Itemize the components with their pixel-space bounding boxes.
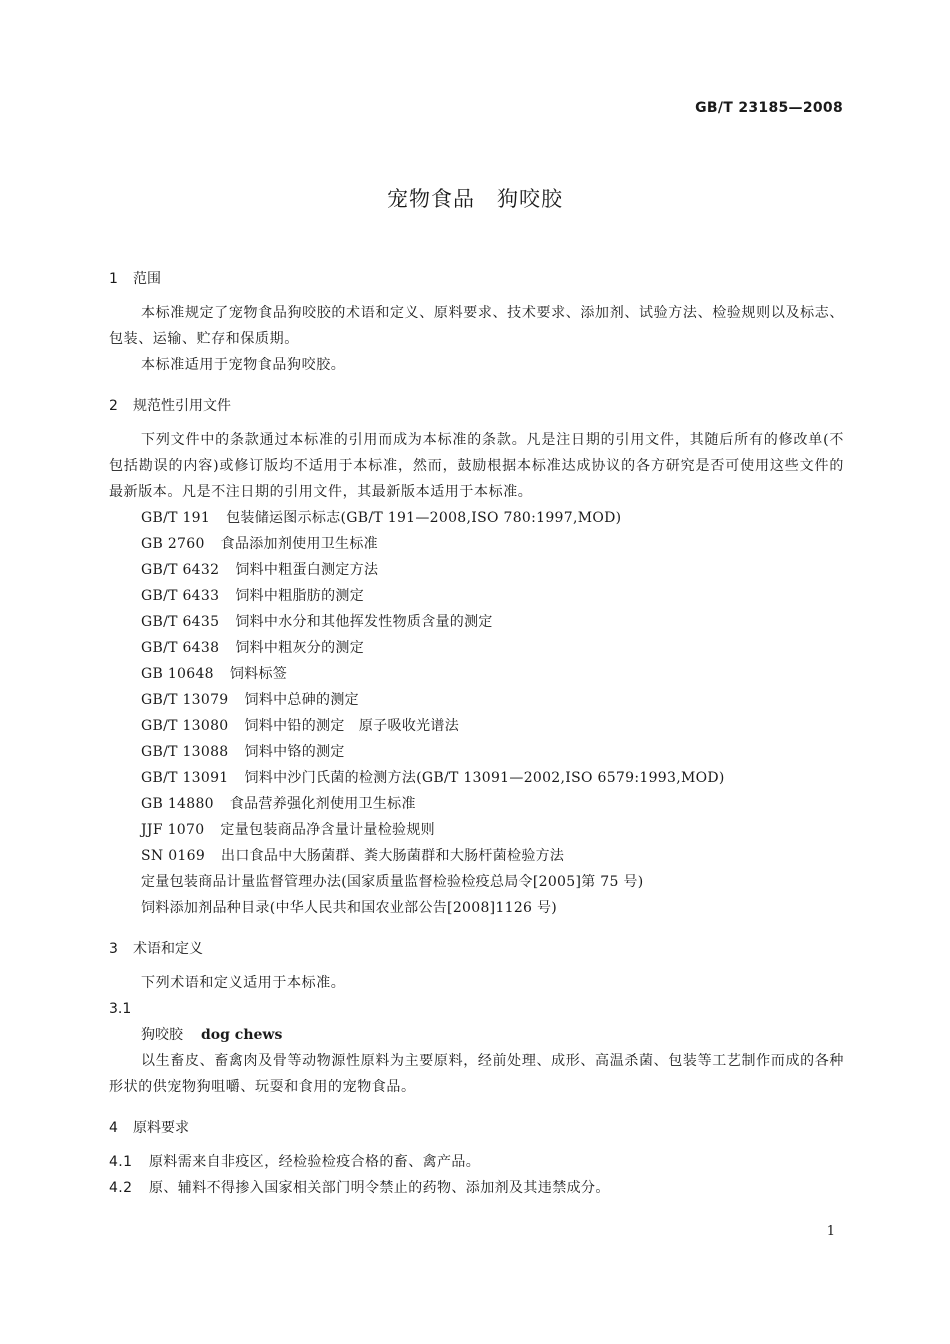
- reference-item: [109, 635, 844, 661]
- reference-title: 食品添加剂使用卫生标准: [220, 536, 378, 552]
- document-body: [109, 266, 844, 1201]
- reference-code: GB/T 6435: [141, 614, 220, 630]
- section-3-heading: [109, 936, 844, 962]
- reference-title: 饲料中粗脂肪的测定: [235, 588, 365, 604]
- section-title: 术语和定义: [133, 941, 203, 957]
- term-definition: 以生畜皮、畜禽肉及骨等动物源性原料为主要原料，经前处理、成形、高温杀菌、包装等工艺制作而成的各种形状的供宠物狗咀嚼、玩耍和食用的宠物食品。: [109, 1053, 844, 1095]
- reference-title: 饲料中沙门氏菌的检测方法(GB/T 13091—2002,ISO 6579:1993,MOD): [244, 770, 725, 786]
- section-number: 3: [109, 941, 118, 957]
- reference-title: 包装储运图示标志(GB/T 191—2008,ISO 780:1997,MOD): [226, 510, 622, 526]
- reference-item: [109, 583, 844, 609]
- section-number: 2: [109, 398, 118, 414]
- reference-code: SN 0169: [141, 848, 206, 864]
- reference-code: GB/T 6438: [141, 640, 220, 656]
- scope-paragraph-2: 本标准适用于宠物食品狗咬胶。: [141, 357, 346, 373]
- reference-item: [109, 739, 844, 765]
- reference-item: 定量包装商品计量监督管理办法(国家质量监督检验检疫总局令[2005]第 75 号): [141, 874, 644, 890]
- reference-item: [109, 843, 844, 869]
- reference-title: 饲料中粗蛋白测定方法: [235, 562, 379, 578]
- reference-item: [109, 817, 844, 843]
- scope-paragraph-1: 本标准规定了宠物食品狗咬胶的术语和定义、原料要求、技术要求、添加剂、试验方法、检验规则以及标志、包装、运输、贮存和保质期。: [109, 305, 844, 347]
- reference-title: 饲料标签: [229, 666, 288, 682]
- reference-title: 饲料中粗灰分的测定: [235, 640, 365, 656]
- section-title: 规范性引用文件: [133, 398, 231, 414]
- term-number: 3.1: [109, 1001, 132, 1017]
- reference-code: GB 2760: [141, 536, 205, 552]
- reference-code: GB/T 13091: [141, 770, 229, 786]
- section-number: 4: [109, 1120, 118, 1136]
- references-intro: 下列文件中的条款通过本标准的引用而成为本标准的条款。凡是注日期的引用文件，其随后所有的修改单(不包括勘误的内容)或修订版均不适用于本标准，然而，鼓励根据本标准达成协议的各方研究是否可使用这些文件的最新版本。凡是不注日期的引用文件，其最新版本适用于本标准。: [109, 432, 844, 500]
- reference-item: [109, 791, 844, 817]
- reference-code: GB/T 13088: [141, 744, 229, 760]
- reference-code: GB/T 13079: [141, 692, 229, 708]
- page-number: 1: [826, 1224, 835, 1239]
- reference-code: GB/T 13080: [141, 718, 229, 734]
- section-4-heading: [109, 1115, 844, 1141]
- reference-item: [109, 713, 844, 739]
- clause-text: 原料需来自非疫区，经检验检疫合格的畜、禽产品。: [149, 1154, 481, 1170]
- term-entry: [109, 1022, 844, 1048]
- reference-item: 饲料添加剂品种目录(中华人民共和国农业部公告[2008]1126 号): [141, 900, 558, 916]
- reference-item: [109, 505, 844, 531]
- clause-number: 4.1: [109, 1154, 133, 1170]
- clause-item: [109, 1149, 844, 1175]
- clause-item: [109, 1175, 844, 1201]
- reference-item: [109, 661, 844, 687]
- reference-title: 定量包装商品净含量计量检验规则: [220, 822, 435, 838]
- reference-title: 出口食品中大肠菌群、粪大肠菌群和大肠杆菌检验方法: [221, 848, 565, 864]
- section-2-heading: [109, 393, 844, 419]
- section-1-heading: [109, 266, 844, 292]
- reference-title: 饲料中铬的测定: [244, 744, 345, 760]
- reference-item: [109, 531, 844, 557]
- clause-text: 原、辅料不得掺入国家相关部门明令禁止的药物、添加剂及其违禁成分。: [149, 1180, 610, 1196]
- section-title: 原料要求: [133, 1120, 189, 1136]
- reference-code: GB 14880: [141, 796, 214, 812]
- reference-code: GB 10648: [141, 666, 214, 682]
- standard-code: GB/T 23185—2008: [695, 100, 843, 116]
- clause-number: 4.2: [109, 1180, 133, 1196]
- reference-item: [109, 687, 844, 713]
- reference-title: 食品营养强化剂使用卫生标准: [229, 796, 416, 812]
- reference-item: [109, 609, 844, 635]
- reference-item: [109, 557, 844, 583]
- reference-code: JJF 1070: [141, 822, 205, 838]
- section-number: 1: [109, 271, 118, 287]
- reference-item: [109, 765, 844, 791]
- document-title: 宠物食品 狗咬胶: [387, 187, 563, 211]
- reference-title: 饲料中铅的测定 原子吸收光谱法: [244, 718, 460, 734]
- reference-code: GB/T 191: [141, 510, 211, 526]
- reference-code: GB/T 6432: [141, 562, 220, 578]
- term-chinese: 狗咬胶: [141, 1027, 183, 1043]
- reference-title: 饲料中水分和其他挥发性物质含量的测定: [235, 614, 493, 630]
- terms-intro: 下列术语和定义适用于本标准。: [141, 975, 346, 991]
- reference-code: GB/T 6433: [141, 588, 220, 604]
- section-title: 范围: [133, 271, 161, 287]
- term-english: dog chews: [201, 1027, 283, 1043]
- reference-title: 饲料中总砷的测定: [244, 692, 359, 708]
